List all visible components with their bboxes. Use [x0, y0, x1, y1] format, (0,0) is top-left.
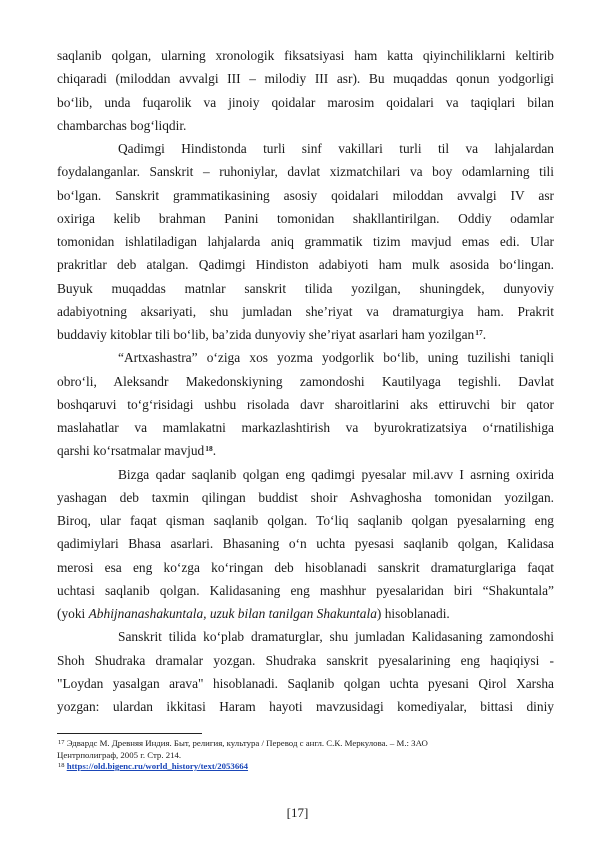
- text-line: Qadimgi Hindistonda turli sinf vakillari turli til va lahjalardan: [118, 141, 554, 156]
- text-line: prakritlar deb atalgan. Qadimgi Hindiston adabiyoti ham mulk asosida bo‘lingan.: [57, 257, 554, 273]
- text-line: [57, 323, 554, 346]
- footnote-17-cont: Центрполиграф, 2005 г. Стр. 214.: [57, 750, 182, 760]
- italic-title: Abhijnanashakuntala, uzuk bilan tanilgan Shakuntala: [88, 606, 377, 621]
- text-line: "Loydan yasalgan arava" hisoblanadi. Saqlanib qolgan uchta pyesani Qirol Xarsha: [57, 675, 554, 691]
- footnote-separator: [57, 733, 202, 734]
- text-line: yozgan: ulardan ikkitasi Haram hayoti mavzusidagi komediyalar, bittasi diniy: [57, 699, 554, 714]
- text-line: Bizga qadar saqlanib qolgan eng qadimgi pyesalar mil.avv I asrning oxirida: [118, 466, 554, 482]
- footnote-ref-17: 17: [475, 328, 483, 337]
- text-line: yashagan deb taxmin qilingan buddist shoir Ashvaghosha tomonidan yozilgan.: [57, 489, 554, 505]
- footnote-mark: 18: [58, 762, 65, 769]
- text-segment: ) hisoblanadi.: [376, 606, 450, 621]
- text-line: [57, 602, 554, 625]
- text-line: boshqaruvi to‘g‘risidagi ushbu risolada davr sharoitlarini aks ettiruvchi bir qator: [57, 396, 554, 412]
- text-line: qadimiylari Bhasa asarlari. Bhasaning o‘n uchta pyesasi saqlanib qolgan, Kalidasa: [57, 536, 554, 552]
- text-line: chambarchas bog‘liqdir.: [57, 117, 187, 133]
- page-number: [17]: [286, 805, 309, 820]
- text-line: bo‘lib, unda fuqarolik va jinoiy qoidalar marosim qoidalari va taqiqlari bilan: [57, 94, 554, 110]
- text-line: merosi esa eng ko‘zga ko‘ringan deb hisoblanadi sanskrit dramaturglariga faqat: [57, 559, 554, 575]
- text-line: foydalanganlar. Sanskrit – ruhoniylar, davlat xizmatchilari va boy odamlarning tili: [57, 164, 554, 180]
- text-line: Shoh Shudraka dramalar yozgan. Shudraka sanskrit pyesalarining eng haqiqiysi -: [57, 652, 554, 668]
- text-line: chiqaradi (miloddan avvalgi III – milodiy III asr). Bu muqaddas qonun yodgorligi: [57, 71, 554, 87]
- body-text: [57, 44, 554, 718]
- text-line: [57, 439, 554, 462]
- footnote-18: [57, 761, 557, 772]
- footnote-17: [57, 738, 557, 749]
- text-line: adabiyotning aksariyati, shu jumladan she’riyat va dramaturgiya ham. Prakrit: [57, 303, 554, 319]
- text-line: Biroq, ular faqat qisman saqlanib qolgan. To‘liq saqlanib qolgan pyesalarning eng: [57, 513, 554, 528]
- text-line: “Artxashastra” o‘ziga xos yozma yodgorlik bo‘lib, uning tuzilishi taniqli: [118, 350, 554, 366]
- text-line: Sanskrit tilida ko‘plab dramaturglar, shu jumladan Kalidasaning zamondoshi: [118, 629, 554, 645]
- text-segment: qarshi ko‘rsatmalar mavjud: [57, 443, 205, 459]
- footnote-mark: 17: [58, 739, 65, 746]
- text-line: Buyuk muqaddas matnlar sanskrit tilida yozilgan, shuningdek, dunyoviy: [57, 280, 554, 296]
- text-segment: (yoki: [57, 606, 89, 621]
- text-line: bo‘lgan. Sanskrit grammatikasining asosiy qoidalari miloddan avvalgi IV asr: [57, 187, 554, 203]
- footnote-text: Эдвардс М. Древняя Индия. Быт, религия, культура / Перевод с англ. С.К. Меркулова. – М.: ЗАО: [66, 738, 428, 748]
- text-segment: .: [212, 443, 217, 459]
- text-line: saqlanib qolgan, ularning xronologik fiksatsiyasi ham katta qiyinchiliklarni keltirib: [57, 48, 554, 63]
- text-line: tomonidan ishlatiladigan lahjalarda aniq grammatik tizim mavjud emas edi. Ular: [57, 234, 554, 249]
- text-line: oxiriga kelib brahman Panini tomonidan shakllantirilgan. Oddiy odamlar: [57, 210, 554, 226]
- footnote-link[interactable]: https://old.bigenc.ru/world_history/text/2053664: [66, 761, 249, 771]
- footnote-ref-18: 18: [205, 444, 213, 454]
- text-line: maslahatlar va mamlakatni markazlashtirish va byurokratizatsiya o‘rnatilishiga: [57, 420, 554, 435]
- text-segment: buddaviy kitoblar tili bo‘lib, ba’zida dunyoviy she’riyat asarlari ham yozilgan: [57, 327, 475, 342]
- text-segment: .: [482, 327, 487, 342]
- text-line: obro‘li, Aleksandr Makedonskiyning zamondoshi Kautilyaga tegishli. Davlat: [57, 373, 554, 389]
- text-line: uchtasi saqlanib qolgan. Kalidasaning eng mashhur pyesalaridan biri “Shakuntala”: [57, 582, 554, 598]
